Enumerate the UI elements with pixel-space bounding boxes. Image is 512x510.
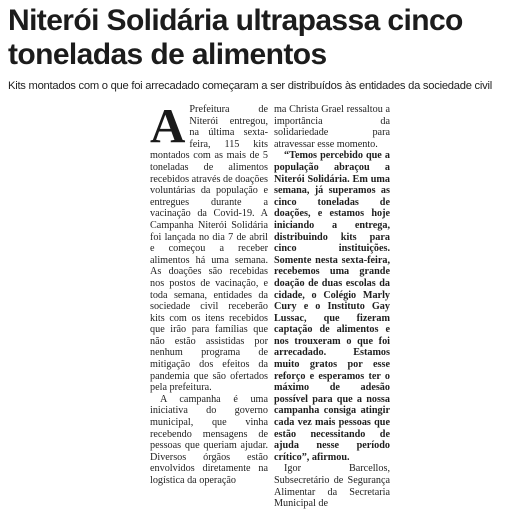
article-headline: Niterói Solidária ultrapassa cinco toneladas de alimentos xyxy=(8,4,463,71)
drop-cap: A xyxy=(150,98,186,153)
article-column-2 xyxy=(274,104,390,510)
article-quote-paragraph: “Temos percebido que a população abraçou a Niterói Solidária. Em uma semana, já superamos as cinco toneladas de doações, e estamos hoje iniciando a entrega, distribuindo kits para cinco instituições. Somente nesta sexta-feira, recebemos uma grande doação de duas escolas da cidade, o Colégio Marly Cury e o Instituto Gay Lussac, que fizeram captação de alimentos e nos trouxeram o que foi arrecadado. Estamos muito gratos por esse reforço e esperamos ter o máximo de adesão possível para que a nossa campanha consiga atingir cada vez mais pessoas que estão necessitando de ajuda nesse período crítico”, afirmou. xyxy=(274,150,390,463)
article-paragraph: Igor Barcellos, Subsecretário de Segurança Alimentar da Secretaria Municipal de xyxy=(274,463,390,510)
article-paragraph: A campanha é uma iniciativa do governo municipal, que vinha recebendo mensagens de pessoas que queriam ajudar. Diversos órgãos estão envolvidos diretamente na logística da operação xyxy=(150,393,268,486)
article-paragraph: Prefeitura de Niterói entregou, na última sexta-feira, 115 kits montados com as mais de 5 toneladas de alimentos recebidos através de doações voluntárias da população e entregues durante a vacinação da Covid-19. A Campanha Niterói Solidária foi lançada no dia 7 de abril e começou a receber alimentos há uma semana. As doações são recebidas nos postos de vacinação, e toda semana, entidades da sociedade civil receberão kits com os itens recebidos que irão para famílias que não estão assistidas por nenhum programa de mitigação dos efeitos da pandemia que são ofertados pela prefeitura. xyxy=(150,104,268,394)
article-column-1 xyxy=(150,98,268,486)
article-subhead: Kits montados com o que foi arrecadado começaram a ser distribuídos às entidades da sociedade civil xyxy=(8,80,492,92)
article-paragraph: ma Christa Grael ressaltou a importância da solidariedade para atravessar esse momento. xyxy=(274,104,390,150)
